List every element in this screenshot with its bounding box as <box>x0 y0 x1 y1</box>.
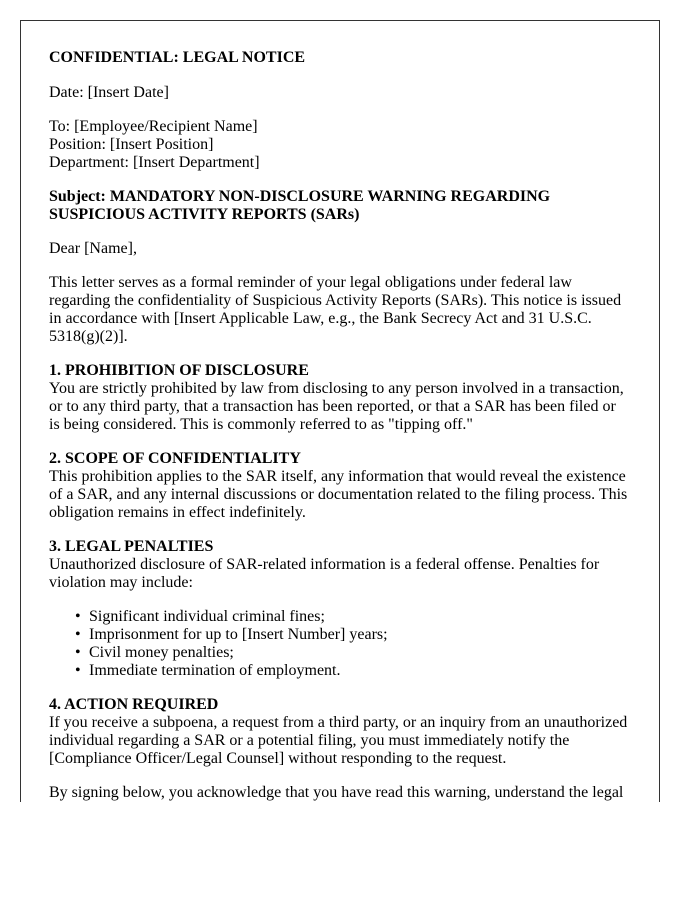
list-item <box>75 644 630 662</box>
section-heading: 3. LEGAL PENALTIES <box>49 538 214 555</box>
subject-label: Subject: <box>49 188 106 205</box>
list-item <box>75 608 630 626</box>
intro-paragraph: This letter serves as a formal reminder of your legal obligations under federal law regarding the confidentiality of Suspicious Activity Reports (SARs). This notice is issued in accordance with [Insert Applicable Law, e.g., the Bank Secrecy Act and 31 U.S.C. 5318(g)(2)]. <box>49 274 622 345</box>
salutation: Dear [Name], <box>49 240 137 257</box>
recipient-block <box>49 118 630 172</box>
list-item-text: Significant individual criminal fines; <box>89 608 325 625</box>
section-body: You are strictly prohibited by law from disclosing to any person involved in a transaction, or to any third party, that a transaction has been reported, or that a SAR has been filed or is being considered. This is commonly referred to as "tipping off." <box>49 380 624 433</box>
list-item <box>75 626 630 644</box>
document-title: CONFIDENTIAL: LEGAL NOTICE <box>49 49 306 66</box>
list-item-text: Immediate termination of employment. <box>89 662 341 679</box>
subject-line <box>49 188 630 224</box>
recipient-to: To: [Employee/Recipient Name] <box>49 118 258 135</box>
recipient-position: Position: [Insert Position] <box>49 136 214 153</box>
section-heading: 2. SCOPE OF CONFIDENTIALITY <box>49 450 301 467</box>
list-item-text: Imprisonment for up to [Insert Number] years; <box>89 626 388 643</box>
bullet-icon: • <box>75 626 81 643</box>
section-body: Unauthorized disclosure of SAR-related information is a federal offense. Penalties for violation may include: <box>49 556 600 591</box>
bullet-icon: • <box>75 662 81 679</box>
section-action-required <box>49 696 630 768</box>
bullet-icon: • <box>75 644 81 661</box>
date-line: Date: [Insert Date] <box>49 84 169 101</box>
section-body: This prohibition applies to the SAR itself, any information that would reveal the existence of a SAR, and any internal discussions or documentation related to the filing process. This obligation remains in effect indefinitely. <box>49 468 628 521</box>
recipient-department: Department: [Insert Department] <box>49 154 260 171</box>
section-heading: 1. PROHIBITION OF DISCLOSURE <box>49 362 309 379</box>
penalties-list <box>49 608 630 680</box>
section-prohibition <box>49 362 630 434</box>
section-heading: 4. ACTION REQUIRED <box>49 696 219 713</box>
section-body: If you receive a subpoena, a request from a third party, or an inquiry from an unauthorized individual regarding a SAR or a potential filing, you must immediately notify the [Compliance Officer/Legal Counsel] without responding to the request. <box>49 714 628 767</box>
closing-acknowledgement: By signing below, you acknowledge that you have read this warning, understand the legal <box>49 784 624 801</box>
subject-text: MANDATORY NON-DISCLOSURE WARNING REGARDING SUSPICIOUS ACTIVITY REPORTS (SARs) <box>49 188 551 223</box>
legal-notice-letter <box>20 20 660 802</box>
section-penalties <box>49 538 630 592</box>
section-scope <box>49 450 630 522</box>
list-item <box>75 662 630 680</box>
list-item-text: Civil money penalties; <box>89 644 234 661</box>
bullet-icon: • <box>75 608 81 625</box>
